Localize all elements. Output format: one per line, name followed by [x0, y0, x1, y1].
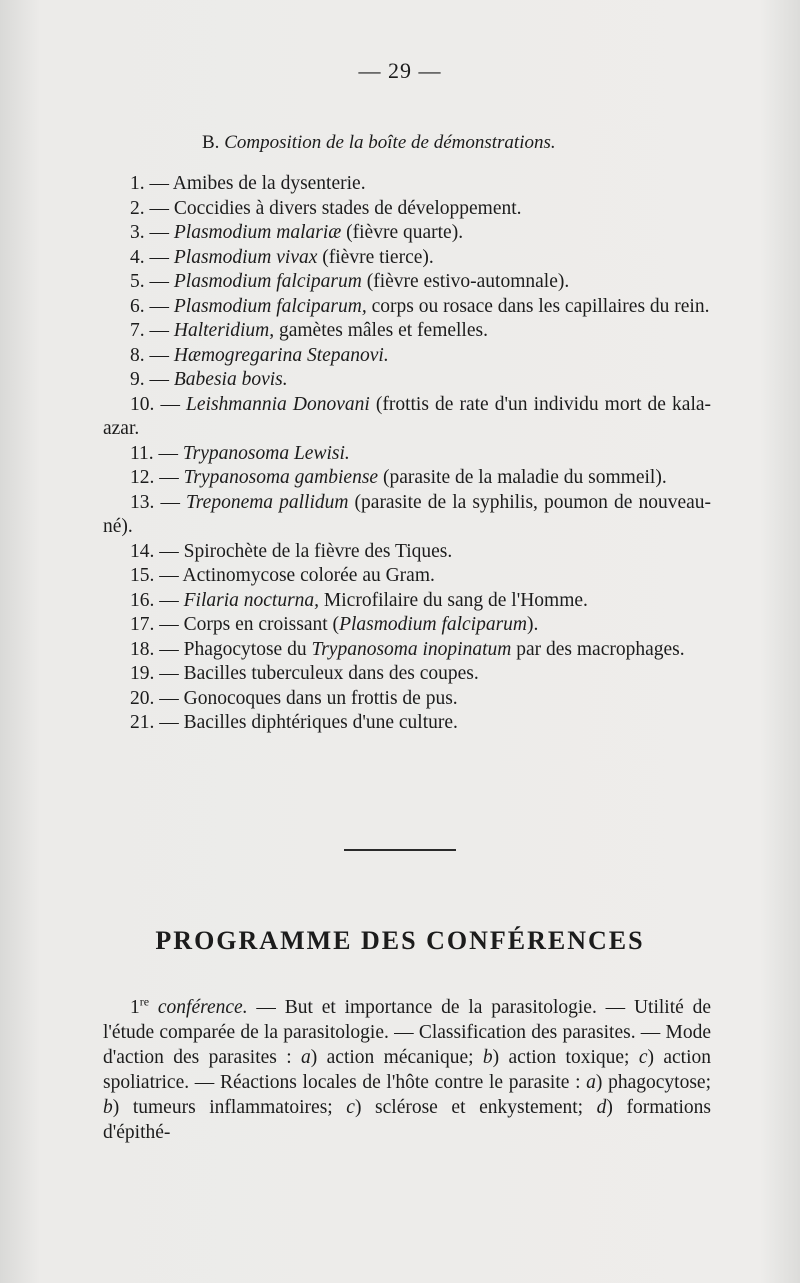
item-text: — Phagocytose du — [159, 638, 312, 660]
list-item — [103, 172, 711, 197]
item-taxon-italic: Trypanosoma inopinatum — [311, 638, 512, 660]
list-item — [103, 711, 711, 736]
para-text: ) phagocytose; — [595, 1072, 711, 1093]
item-text: — Bacilles tuberculeux dans des coupes. — [159, 663, 479, 684]
para-text: ) action toxique; — [492, 1047, 639, 1068]
section-prefix: B. — [202, 132, 220, 153]
item-text-continued: corps ou rosace dans les capillaires du rein. — [366, 295, 710, 317]
item-number: 2. — [130, 197, 145, 219]
item-number: 20. — [130, 687, 155, 709]
para-text: ) sclérose et enkystement; — [354, 1097, 597, 1118]
section-title — [202, 132, 556, 154]
list-item — [103, 344, 711, 369]
item-number: 12. — [130, 467, 155, 488]
item-text: — — [158, 442, 183, 464]
list-item — [103, 368, 711, 393]
item-text-continued: (fièvre estivo-automnale). — [361, 271, 570, 292]
item-text-continued: (parasite de la syphilis, poumon de nouveau-né). — [103, 491, 711, 537]
item-text-continued: par des macrophages. — [511, 638, 685, 660]
item-number: 11. — [130, 442, 154, 464]
list-item — [103, 393, 711, 442]
item-number: 1. — [130, 173, 145, 194]
item-number: 21. — [130, 712, 155, 733]
item-taxon-italic: Plasmodium vivax — [173, 246, 318, 268]
list-item — [103, 662, 711, 687]
item-number: 7. — [130, 320, 145, 341]
para-letter: c — [346, 1097, 355, 1118]
item-text: — — [159, 467, 184, 488]
list-item — [103, 589, 711, 614]
item-number: 18. — [130, 638, 155, 660]
item-text: — Spirochète de la fièvre des Tiques. — [159, 540, 453, 562]
item-text: — — [149, 295, 174, 317]
item-taxon-italic: Filaria nocturna, — [183, 589, 320, 611]
item-number: 19. — [130, 663, 155, 684]
conference-number: 1 — [130, 997, 140, 1018]
item-text-continued: Microfilaire du sang de l'Homme. — [319, 589, 588, 611]
list-item — [103, 466, 711, 491]
item-text: — Actinomycose colorée au Gram. — [159, 565, 435, 586]
list-item — [103, 491, 711, 540]
item-number: 14. — [130, 540, 155, 562]
item-text: — Corps en croissant ( — [159, 614, 340, 635]
item-number: 17. — [130, 614, 155, 635]
item-text-continued: (fièvre tierce). — [317, 246, 434, 268]
item-text: — Bacilles diphtériques d'une culture. — [159, 712, 458, 733]
item-number: 13. — [130, 491, 155, 513]
list-item — [103, 638, 711, 663]
item-text: — — [160, 393, 187, 415]
list-item — [103, 295, 711, 320]
specimen-list — [103, 172, 711, 736]
list-item — [103, 270, 711, 295]
item-text: — — [149, 246, 174, 268]
para-letter: c — [638, 1047, 648, 1068]
list-item — [103, 221, 711, 246]
para-letter: b — [482, 1047, 493, 1068]
list-item — [103, 540, 711, 565]
item-text: — — [149, 344, 174, 366]
para-letter: a — [301, 1047, 311, 1068]
list-item — [103, 319, 711, 344]
para-text: ) action mécanique; — [310, 1047, 483, 1068]
item-number: 5. — [130, 271, 145, 292]
para-letter: d — [596, 1097, 607, 1118]
para-text: ) tumeurs inflammatoires; — [112, 1097, 347, 1118]
item-taxon-italic: Plasmodium falciparum — [339, 614, 528, 635]
item-taxon-italic: Leishmannia Donovani — [186, 393, 370, 415]
item-taxon-italic: Hæmogregarina Stepanovi. — [173, 344, 389, 366]
para-letter: b — [103, 1097, 113, 1118]
item-taxon-italic: Plasmodium malariæ — [173, 222, 342, 243]
item-number: 8. — [130, 344, 145, 366]
item-text: — Gonocoques dans un frottis de pus. — [159, 687, 458, 709]
item-taxon-italic: Plasmodium falciparum — [173, 271, 362, 292]
item-number: 9. — [130, 369, 145, 390]
list-item — [103, 613, 711, 638]
page-number: — 29 — — [358, 58, 442, 83]
item-text: — — [149, 369, 174, 390]
item-number: 3. — [130, 222, 145, 243]
item-taxon-italic: Plasmodium falciparum, — [173, 295, 367, 317]
item-text: — — [159, 589, 184, 611]
item-text-continued: (parasite de la maladie du sommeil). — [378, 467, 667, 488]
para-text: — But et importance de la parasitologie. — Utilité de l'étude comparée de la parasitologie. — Classification des parasites. — Mode d'action des parasites : — [103, 997, 712, 1068]
item-number: 4. — [130, 246, 145, 268]
list-item — [103, 687, 711, 712]
para-letter: a — [586, 1072, 596, 1093]
programme-heading: PROGRAMME DES CONFÉRENCES — [155, 926, 645, 955]
para-text: ) formations d'épithé- — [103, 1097, 711, 1143]
item-taxon-italic: Babesia bovis. — [173, 369, 288, 390]
item-text-continued: (fièvre quarte). — [341, 222, 464, 243]
item-text: — — [149, 320, 174, 341]
para-text: ) action spoliatrice. — Réactions locales de l'hôte contre le parasite : — [103, 1047, 711, 1093]
item-text-continued: (frottis de rate d'un individu mort de kala-azar. — [103, 393, 712, 439]
item-taxon-italic: Trypanosoma Lewisi. — [182, 442, 350, 464]
list-item — [103, 564, 711, 589]
section-title-text: Composition de la boîte de démonstrations. — [224, 132, 556, 153]
item-taxon-italic: Treponema pallidum — [186, 491, 349, 513]
item-text: — — [160, 491, 187, 513]
item-text: — Amibes de la dysenterie. — [149, 173, 366, 194]
conference-ordinal-suffix: re — [139, 994, 150, 1009]
first-conference-paragraph — [103, 995, 711, 1145]
item-text: — Coccidies à divers stades de développement. — [149, 197, 522, 219]
item-taxon-italic: Halteridium, — [173, 320, 275, 341]
item-number: 10. — [130, 393, 155, 415]
list-item — [103, 442, 711, 467]
item-text: — — [149, 222, 174, 243]
list-item — [103, 246, 711, 271]
list-item — [103, 197, 711, 222]
item-text: — — [149, 271, 174, 292]
separator-rule — [344, 849, 456, 851]
item-number: 6. — [130, 295, 145, 317]
item-taxon-italic: Trypanosoma gambiense — [183, 467, 379, 488]
item-number: 15. — [130, 565, 155, 586]
item-number: 16. — [130, 589, 155, 611]
item-text-continued: ). — [527, 614, 539, 635]
conference-label: conférence. — [157, 997, 248, 1018]
item-text-continued: gamètes mâles et femelles. — [274, 320, 488, 341]
